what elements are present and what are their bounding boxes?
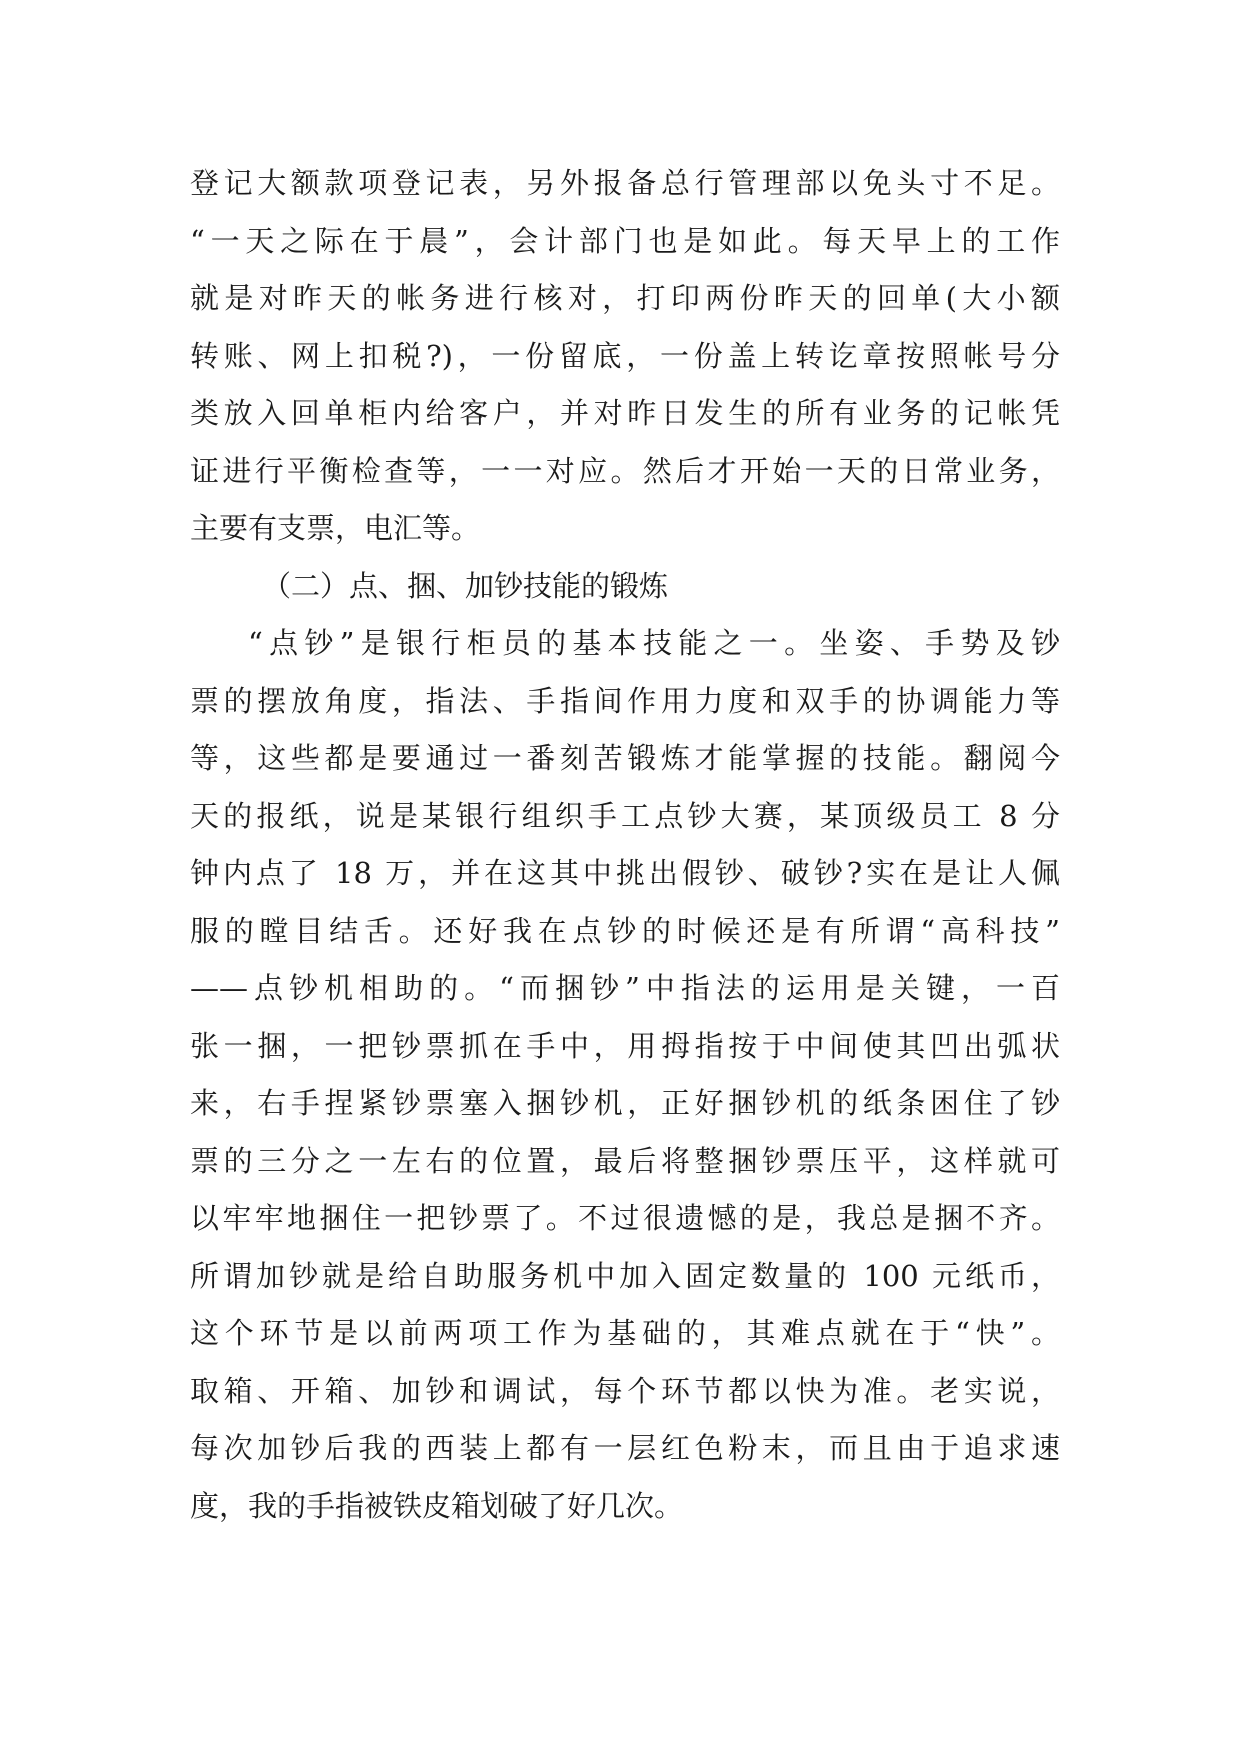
paragraph-line: 以牢牢地捆住一把钞票了。不过很遗憾的是，我总是捆不齐。 bbox=[190, 1201, 1060, 1235]
paragraph-line: 服的瞠目结舌。还好我在点钞的时候还是有所谓“高科技” bbox=[190, 913, 1060, 948]
paragraph-line: 这个环节是以前两项工作为基础的，其难点就在于“快”。 bbox=[190, 1316, 1060, 1350]
paragraph-line: 天的报纸，说是某银行组织手工点钞大赛，某顶级员工 8 分 bbox=[190, 798, 1060, 833]
paragraph-line: 所谓加钞就是给自助服务机中加入固定数量的 100 元纸币， bbox=[190, 1258, 1060, 1293]
paragraph-line: 登记大额款项登记表，另外报备总行管理部以免头寸不足。 bbox=[190, 166, 1060, 200]
paragraph-line: ——点钞机相助的。“而捆钞”中指法的运用是关键，一百 bbox=[190, 971, 1060, 1005]
paragraph-line: 就是对昨天的帐务进行核对，打印两份昨天的回单(大小额 bbox=[190, 281, 1060, 315]
document-body bbox=[190, 155, 1060, 1535]
paragraph-line: 等，这些都是要通过一番刻苦锻炼才能掌握的技能。翻阅今 bbox=[190, 741, 1060, 775]
paragraph-line: 度，我的手指被铁皮箱划破了好几次。 bbox=[190, 1488, 684, 1523]
section-heading: （二）点、捆、加钞技能的锻炼 bbox=[262, 568, 669, 603]
paragraph-line: 主要有支票，电汇等。 bbox=[190, 511, 481, 545]
paragraph-line: 转账、网上扣税?)，一份留底，一份盖上转讫章按照帐号分 bbox=[190, 338, 1060, 373]
paragraph-line: 票的摆放角度，指法、手指间作用力度和双手的协调能力等 bbox=[190, 683, 1060, 718]
paragraph-line: 每次加钞后我的西装上都有一层红色粉末，而且由于追求速 bbox=[190, 1431, 1060, 1465]
paragraph-line: “点钞”是银行柜员的基本技能之一。坐姿、手势及钞 bbox=[248, 626, 1060, 660]
paragraph-line: 类放入回单柜内给客户，并对昨日发生的所有业务的记帐凭 bbox=[190, 396, 1060, 430]
paragraph-line: 证进行平衡检查等，一一对应。然后才开始一天的日常业务， bbox=[190, 453, 1060, 488]
paragraph-line: 取箱、开箱、加钞和调试，每个环节都以快为准。老实说， bbox=[190, 1373, 1060, 1408]
paragraph-line: 票的三分之一左右的位置，最后将整捆钞票压平，这样就可 bbox=[190, 1143, 1060, 1178]
paragraph-line: “一天之际在于晨”，会计部门也是如此。每天早上的工作 bbox=[190, 223, 1060, 258]
paragraph-line: 钟内点了 18 万，并在这其中挑出假钞、破钞?实在是让人佩 bbox=[190, 856, 1060, 890]
paragraph-line: 来，右手捏紧钞票塞入捆钞机，正好捆钞机的纸条困住了钞 bbox=[190, 1086, 1060, 1120]
paragraph-line: 张一捆，一把钞票抓在手中，用拇指按于中间使其凹出弧状 bbox=[190, 1028, 1060, 1063]
